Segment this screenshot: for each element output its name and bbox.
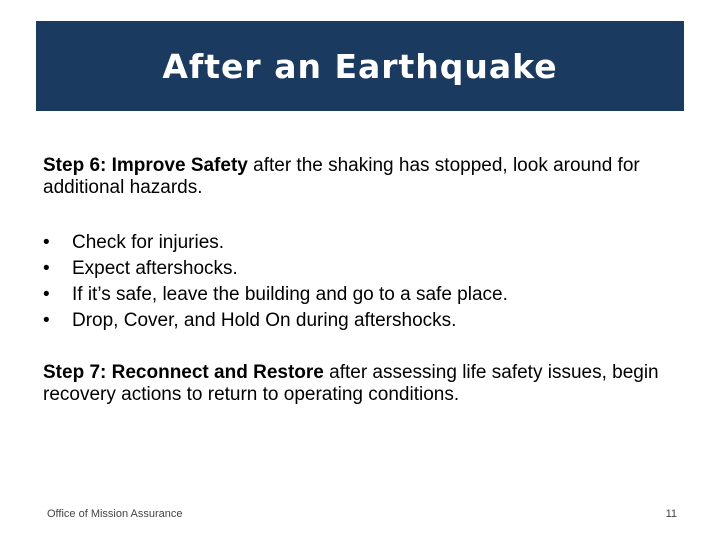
- list-item-text: Check for injuries.: [72, 232, 225, 253]
- list-item-text: Drop, Cover, and Hold On during aftershocks.: [72, 310, 457, 331]
- bullet-icon: •: [43, 258, 50, 279]
- step-7-paragraph: [43, 362, 678, 406]
- slide-title: After an Earthquake: [162, 46, 558, 86]
- list-item-text: Expect aftershocks.: [72, 258, 238, 279]
- list-item: [43, 230, 678, 256]
- step-7-text: after assessing life safety issues, begin recovery actions to return to operating conditions.: [43, 362, 659, 405]
- list-item: [43, 282, 678, 308]
- step-6-paragraph: [43, 155, 678, 199]
- title-banner: [36, 21, 684, 111]
- bullet-icon: •: [43, 284, 50, 305]
- step-6-heading: Step 6: Improve Safety: [43, 155, 248, 176]
- page-number: 11: [665, 508, 677, 520]
- list-item-text: If it’s safe, leave the building and go to a safe place.: [72, 284, 508, 305]
- list-item: [43, 256, 678, 282]
- step-7-heading: Step 7: Reconnect and Restore: [43, 362, 324, 383]
- bullet-icon: •: [43, 310, 50, 331]
- list-item: [43, 308, 678, 334]
- step-6-text: after the shaking has stopped, look around for additional hazards.: [43, 155, 640, 198]
- safety-checklist: [43, 230, 678, 334]
- footer-organization: Office of Mission Assurance: [47, 508, 183, 520]
- bullet-icon: •: [43, 232, 50, 253]
